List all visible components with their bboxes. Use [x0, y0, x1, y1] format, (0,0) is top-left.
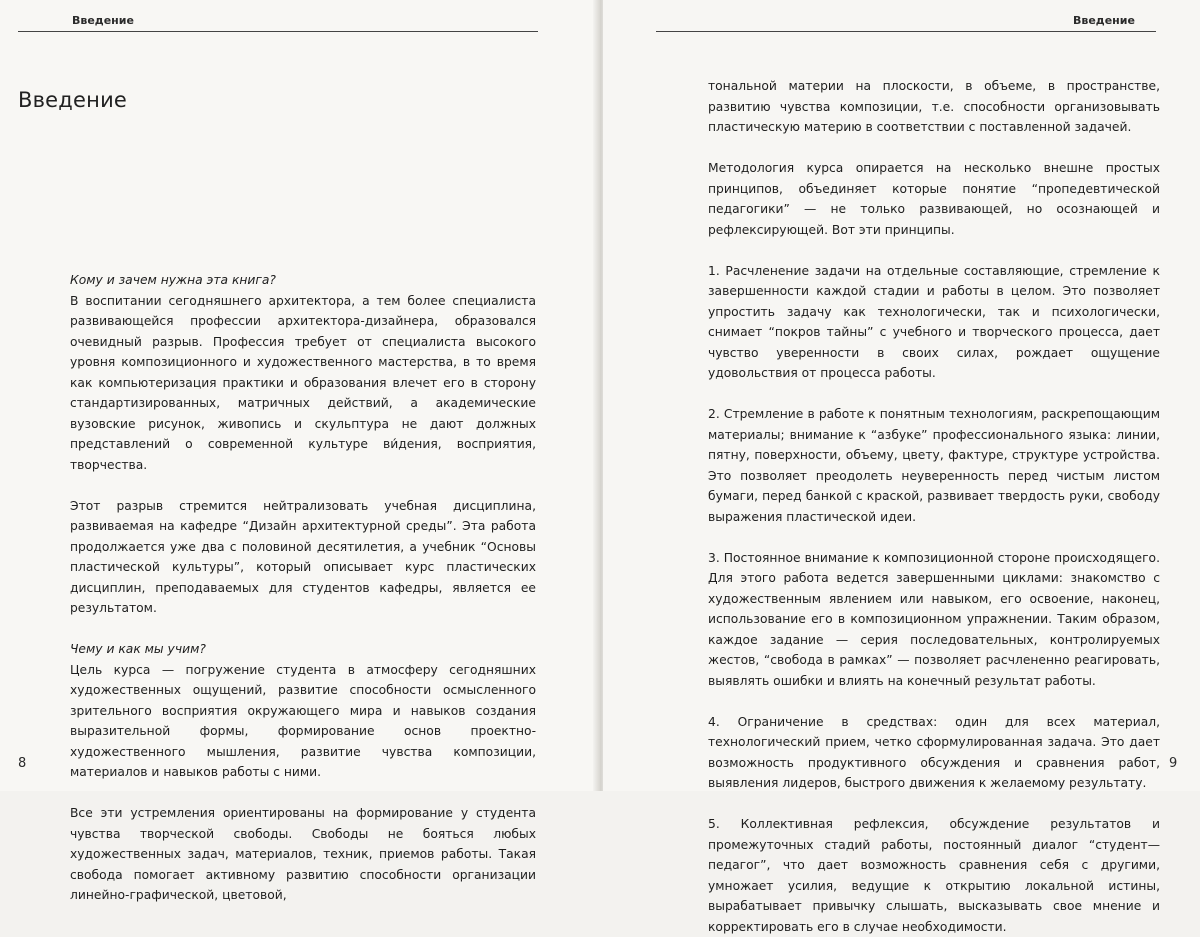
paragraph-text: Цель курса — погружение студента в атмосферу сегодняшних художественных ощущений, развитие способности осмысленного зрительного восприятия окружающего мира и навыков создания выразительной формы, формирование основ проектно-художественного мышления, развитие чувства композиции, материалов и навыков работы с ними.: [70, 662, 536, 779]
section-question: Кому и зачем нужна эта книга?: [70, 273, 276, 287]
left-page: [0, 0, 597, 902]
paragraph-text: Все эти устремления ориентированы на формирование у студента чувства творческой свободы. Свободы не бояться любых художественных задач, материалов, техник, приемов работы. Такая свобода помогает активному развитию способности организации линейно-графической, цветовой,: [70, 806, 536, 902]
paragraph: Методология курса опирается на несколько внешне простых принципов, объединяет которые понятие “пропедевтической педагогики” — не только развивающей, но осознающей и рефлексирующей. Вот эти принципы.: [708, 161, 1160, 237]
running-head: Введение: [1073, 14, 1135, 27]
paragraph: [70, 496, 536, 619]
paragraph: тональной материи на плоскости, в объеме, в пространстве, развитию чувства композиции, т.е. способности организовывать пластическую материю в соответствии с поставленной задачей.: [708, 79, 1160, 134]
principle-3: 3. Постоянное внимание к композиционной стороне происходящего. Для этого работа ведется завершенными циклами: знакомство с художественным явлением или навыком, его освоение, наконец, использование его в композиционном упражнении. Таким образом, каждое задание — серия последовательных, контролируемых жестов, “свобода в рамках” — позволяет расчлененно реагировать, выявлять ошибки и влиять на конечный результат работы.: [708, 550, 1160, 688]
paragraph: [70, 803, 536, 906]
page-number: 8: [18, 756, 27, 771]
running-head: Введение: [72, 14, 134, 27]
principle-2: 2. Стремление в работе к понятным технологиям, раскрепощающим материалы; внимание к “азбуке” профессионального языка: линии, пятну, поверхности, объему, цвету, фактуре, структуре устройства. Это позволяет преодолеть неуверенность перед чистым листом бумаги, перед банкой с краской, развивает твердость руки, свободу выражения пластической идеи.: [708, 407, 1160, 524]
section-question: Чему и как мы учим?: [70, 642, 206, 656]
paragraph: [70, 639, 536, 783]
header-rule: [656, 31, 1156, 32]
paragraph-text: В воспитании сегодняшнего архитектора, а тем более специалиста развивающейся профессии архитектора-дизайнера, образовался очевидный разрыв. Профессия требует от специалиста высокого уровня композиционного и художественного мастерства, в то время как компьютеризация практики и образования влечет его в сторону стандартизированных, матричных действий, а академические вузовские рисунок, живопись и скульптура не дают должных представлений о современной культуре ви́дения, восприятия, творчества.: [70, 293, 536, 472]
principle-1: 1. Расчленение задачи на отдельные составляющие, стремление к завершенности каждой стадии и работы в целом. Это позволяет упростить задачу как технологически, так и психологически, снимает “покров тайны” с учебного и творческого процесса, дает чувство уверенности в своих силах, рождает ощущение удовольствия от процесса работы.: [708, 263, 1160, 380]
paragraph-text: Этот разрыв стремится нейтрализовать учебная дисциплина, развиваемая на кафедре “Дизайн архитектурной среды”. Эта работа продолжается уже два с половиной десятилетия, а учебник “Основы пластической культуры”, который описывает курс пластических дисциплин, преподаваемых для студентов кафедры, является ее результатом.: [70, 498, 536, 615]
right-page: [603, 0, 1200, 934]
principle-4: 4. Ограничение в средствах: один для всех материал, технологический прием, четко сформулированная задача. Это дает возможность продуктивного обсуждения и сравнения работ, выявления лидеров, быстрого движения к желаемому результату.: [708, 714, 1160, 790]
left-text-column: [70, 270, 536, 906]
header-rule: [18, 31, 538, 32]
right-text-column: [708, 76, 1160, 937]
page-number: 9: [1169, 756, 1178, 771]
paragraph: [70, 270, 536, 475]
page-title: Введение: [18, 88, 128, 113]
principle-5: 5. Коллективная рефлексия, обсуждение результатов и промежуточных стадий работы, постоянный диалог “студент—педагог”, что дает возможность сравнения себя с другими, умножает усилия, ведущие к открытию локальной истины, вырабатывает привычку слышать, высказывать свое мнение и корректировать его в случае необходимости.: [708, 817, 1160, 934]
